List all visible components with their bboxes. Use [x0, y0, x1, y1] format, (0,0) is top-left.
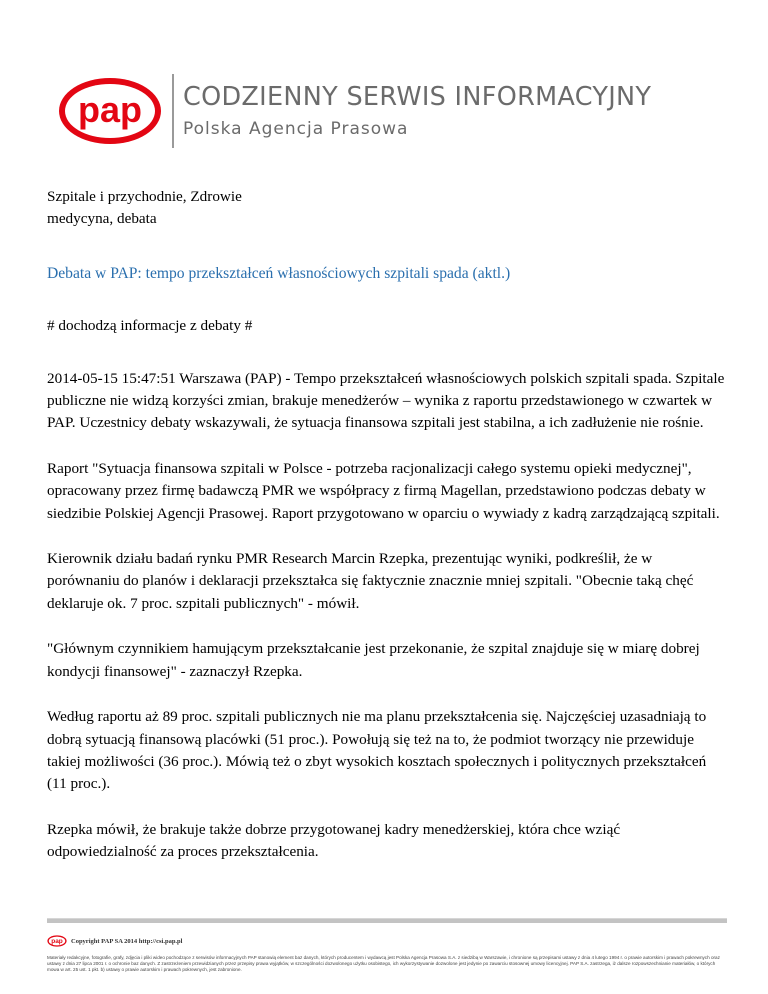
header-divider: [172, 74, 174, 148]
mini-logo-text: pap: [51, 938, 63, 946]
tag-line: Szpitale i przychodnie, Zdrowie: [47, 188, 242, 205]
page-footer: [47, 918, 727, 973]
article-headline: Debata w PAP: tempo przekształceń własnościowych szpitali spada (aktl.): [47, 264, 511, 282]
logo-text: pap: [77, 89, 143, 130]
article: [47, 186, 727, 864]
pap-logo: [58, 77, 162, 145]
masthead: [58, 74, 718, 152]
copyright-link[interactable]: Copyright PAP SA 2014 http://csi.pap.pl: [71, 937, 183, 945]
article-paragraph: Według raportu aż 89 proc. szpitali publicznych nie ma planu przekształcenia się. Najczęściej uzasadniają to dobrą sytuacją finansową placówki (51 proc.). Powołują się też na to, że podmiot tworzący nie przewiduje takiej możliwości (36 proc.). Mówią też o zbyt wysokich kosztach społecznych i politycznych przekształceń (11 proc.).: [47, 708, 707, 793]
article-paragraph: 2014-05-15 15:47:51 Warszawa (PAP) - Tempo przekształceń własnościowych polskich szpitali spada. Szpitale publiczne nie widzą korzyści zmian, brakuje menedżerów – wynika z raportu przedstawionego w czwartek w PAP. Uczestnicy debaty wskazywali, że sytuacja finansowa szpitali jest stabilna, a ich zadłużenie nie rośnie.: [47, 369, 725, 432]
legal-disclaimer: Materiały redakcyjne, fotografie, grafy, zdjęcia i pliki wideo pochodzące z serwisów informacyjnych PAP stanowią element baz danych, których producentem i wydawcą jest Polska Agencja Prasowa S.A. z siedzibą w Warszawie, i chronione są przepisami ustawy z dnia 4 lutego 1994 r. o prawie autorskim i prawach pokrewnych oraz ustawy z dnia 27 lipca 2001 r. o ochronie baz danych. Z zastrzeżeniem przewidzianych przez przepisy prawa wyjątków, w szczególności dozwolonego użytku osobistego, ich wykorzystywanie dozwolone jest jedynie po zawarciu stosownej umowy licencyjnej. PAP S.A. zastrzega, iż dalsze rozpowszechnianie materiałów, o których mowa w art. 25 ust. 1 pkt. b) ustawy o prawie autorskim i prawach pokrewnych, jest zabronione.: [47, 955, 720, 972]
tag-line: medycyna, debata: [47, 210, 157, 228]
article-paragraph: Raport "Sytuacja finansowa szpitali w Polsce - potrzeba racjonalizacji całego systemu opieki medycznej", opracowany przez firmę badawczą PMR we współpracy z firmą Magellan, przedstawiono podczas debaty w siedzibie Polskiej Agencji Prasowej. Raport przygotowano w oparciu o wywiady z kadrą zarządzającą szpitali.: [47, 459, 720, 522]
footer-divider: [47, 918, 727, 923]
pap-mini-logo: [47, 935, 67, 947]
article-paragraph: Rzepka mówił, że brakuje także dobrze przygotowanej kadry menedżerskiej, która chce wziąć odpowiedzialność za proces przekształcenia.: [47, 820, 621, 861]
article-paragraph: "Głównym czynnikiem hamującym przekształcanie jest przekonanie, że szpital znajduje się w miarę dobrej kondycji finansowej" - zaznaczył Rzepka.: [47, 640, 700, 680]
service-title: CODZIENNY SERWIS INFORMACYJNY: [183, 82, 652, 112]
article-tags: [47, 186, 727, 231]
agency-name: Polska Agencja Prasowa: [183, 119, 409, 139]
article-paragraph: Kierownik działu badań rynku PMR Research Marcin Rzepka, prezentując wyniki, podkreślił, że w porównaniu do planów i deklaracji przekształca się faktycznie znacznie mniej szpitali. "Obecnie taką chęć deklaruje ok. 7 proc. szpitali publicznych" - mówił.: [47, 550, 694, 612]
update-note: # dochodzą informacje z debaty #: [47, 317, 253, 335]
copyright-row: [47, 933, 727, 949]
